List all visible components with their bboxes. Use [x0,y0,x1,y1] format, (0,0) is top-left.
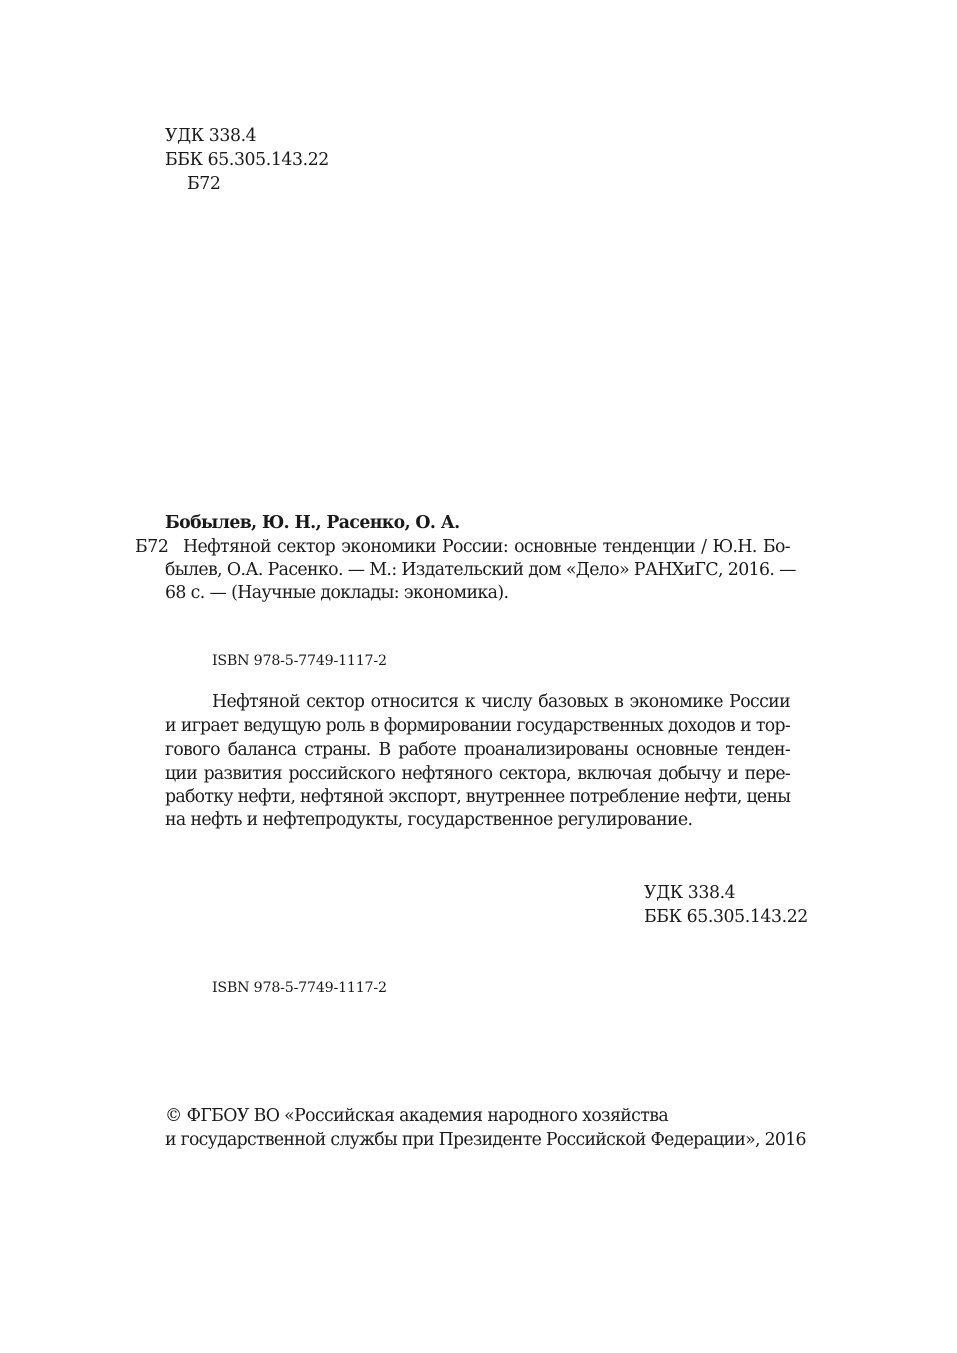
bbk-code-bottom: ББК 65.305.143.22 [644,907,808,927]
bib-line-1: Нефтяной сектор экономики России: основные тенденции / Ю.Н. Бо- [183,537,790,557]
copyright-line-1: © ФГБОУ ВО «Российская академия народного хозяйства [165,1106,669,1126]
bbk-code-top: ББК 65.305.143.22 [165,150,329,170]
abstract-line-6: на нефть и нефтепродукты, государственное регулирование. [165,810,693,830]
abstract-line-5: работку нефти, нефтяной экспорт, внутреннее потребление нефти, цены [165,787,791,807]
author-mark-top: Б72 [187,174,221,194]
isbn-second: ISBN 978-5-7749-1117-2 [212,980,387,996]
bib-line-3: 68 с. — (Научные доклады: экономика). [165,583,509,603]
isbn-first: ISBN 978-5-7749-1117-2 [212,653,387,669]
bib-line-2: былев, О.А. Расенко. — М.: Издательский дом «Дело» РАНХиГС, 2016. — [165,560,796,580]
abstract-line-1: Нефтяной сектор относится к числу базовых в экономике России [212,692,790,712]
udk-code-bottom: УДК 338.4 [644,883,736,903]
abstract-line-4: ции развития российского нефтяного сектора, включая добычу и пере- [165,764,790,784]
authors-heading: Бобылев, Ю. Н., Расенко, О. А. [165,513,460,533]
author-mark: Б72 [135,537,169,557]
copyright-line-2: и государственной службы при Президенте Российской Федерации», 2016 [165,1130,806,1150]
udk-code-top: УДК 338.4 [165,126,257,146]
abstract-line-2: и играет ведущую роль в формировании государственных доходов и тор- [165,716,790,736]
abstract-line-3: гового баланса страны. В работе проанализированы основные тенден- [165,740,790,760]
